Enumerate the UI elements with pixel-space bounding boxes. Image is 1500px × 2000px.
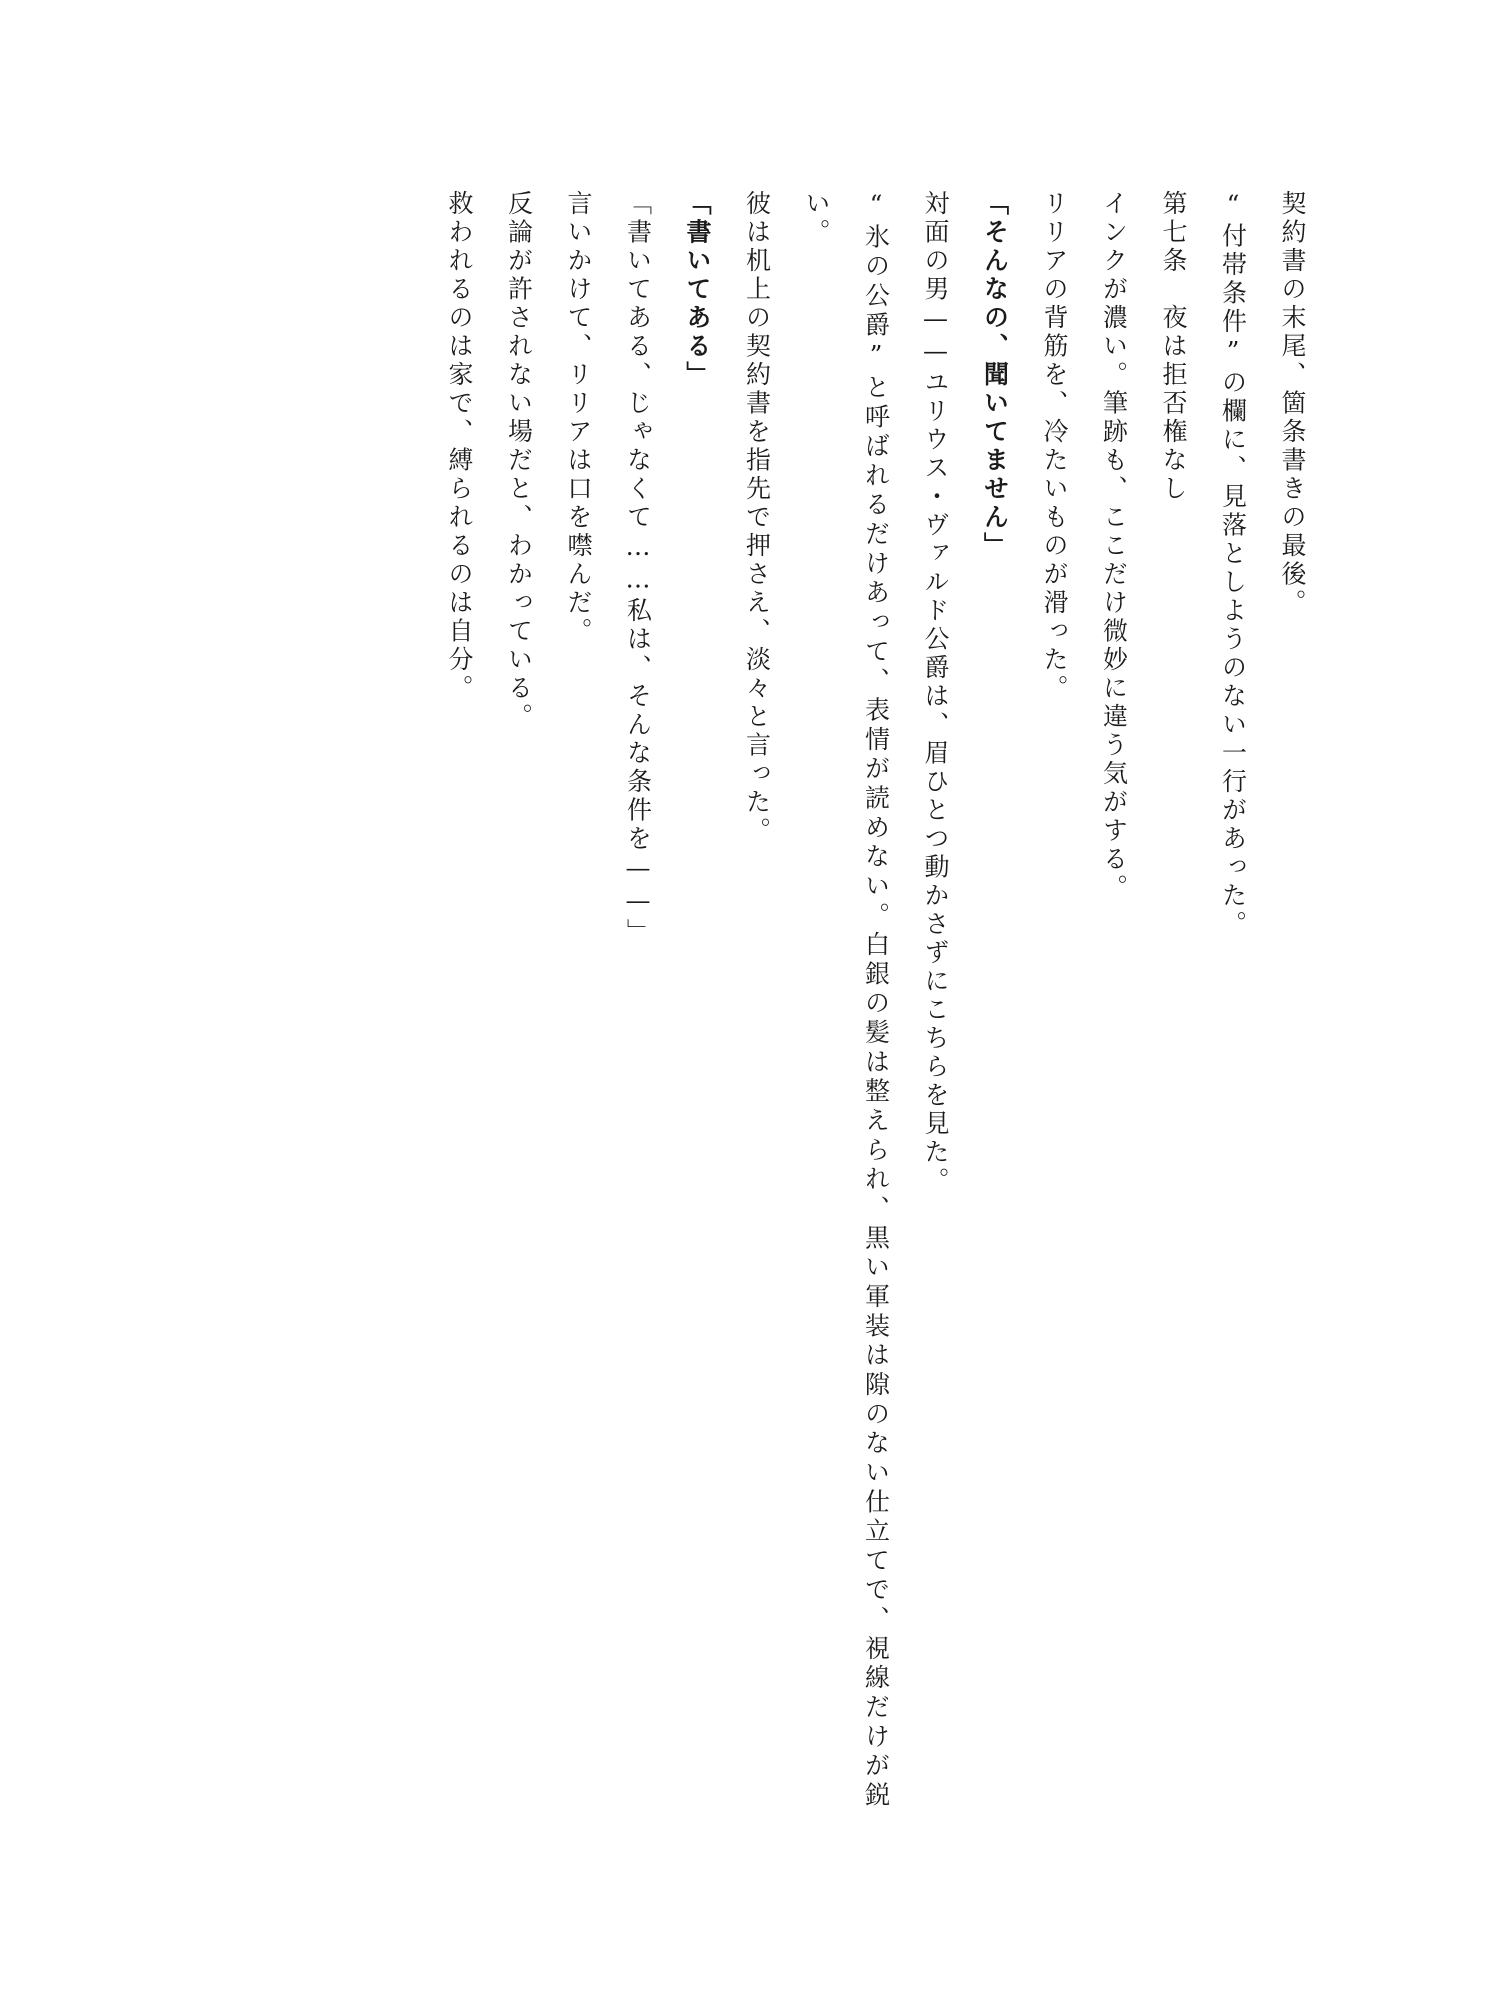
paragraph: 救われるのは家で、縛られるのは自分。 (445, 190, 474, 703)
paragraph-dialogue: 「書いてある」 (683, 190, 712, 390)
paragraph-dialogue: 「書いてある、じゃなくて……私は、そんな条件を——」 (623, 190, 653, 947)
paragraph: “氷の公爵”と呼ばれるだけあって、表情が読めない。白銀の髪は整えられ、黒い軍装は隙のない仕立てで、視線だけが鋭い。 (802, 190, 891, 1811)
paragraph: 契約書の末尾、箇条書きの最後。 (1278, 190, 1307, 618)
paragraph: インクが濃い。筆跡も、ここだけ微妙に違う気がする。 (1099, 190, 1129, 903)
paragraph: 第七条 夜は拒否権なし (1159, 190, 1188, 504)
paragraph-dialogue: 「そんなの、聞いてません」 (980, 190, 1010, 561)
vertical-text-body (162, 190, 1322, 1810)
paragraph: リリアの背筋を、冷たいものが滑った。 (1040, 190, 1069, 703)
paragraph: 対面の男——ユリウス・ヴァルド公爵は、眉ひとつ動かさずにこちらを見た。 (921, 190, 950, 1196)
paragraph: 反論が許されない場だと、わかっている。 (504, 190, 534, 732)
paragraph: 彼は机上の契約書を指先で押さえ、淡々と言った。 (742, 190, 772, 846)
paragraph: “付帯条件”の欄に、見落としようのない一行があった。 (1218, 190, 1248, 939)
paragraph: 言いかけて、リリアは口を噤んだ。 (564, 190, 593, 646)
